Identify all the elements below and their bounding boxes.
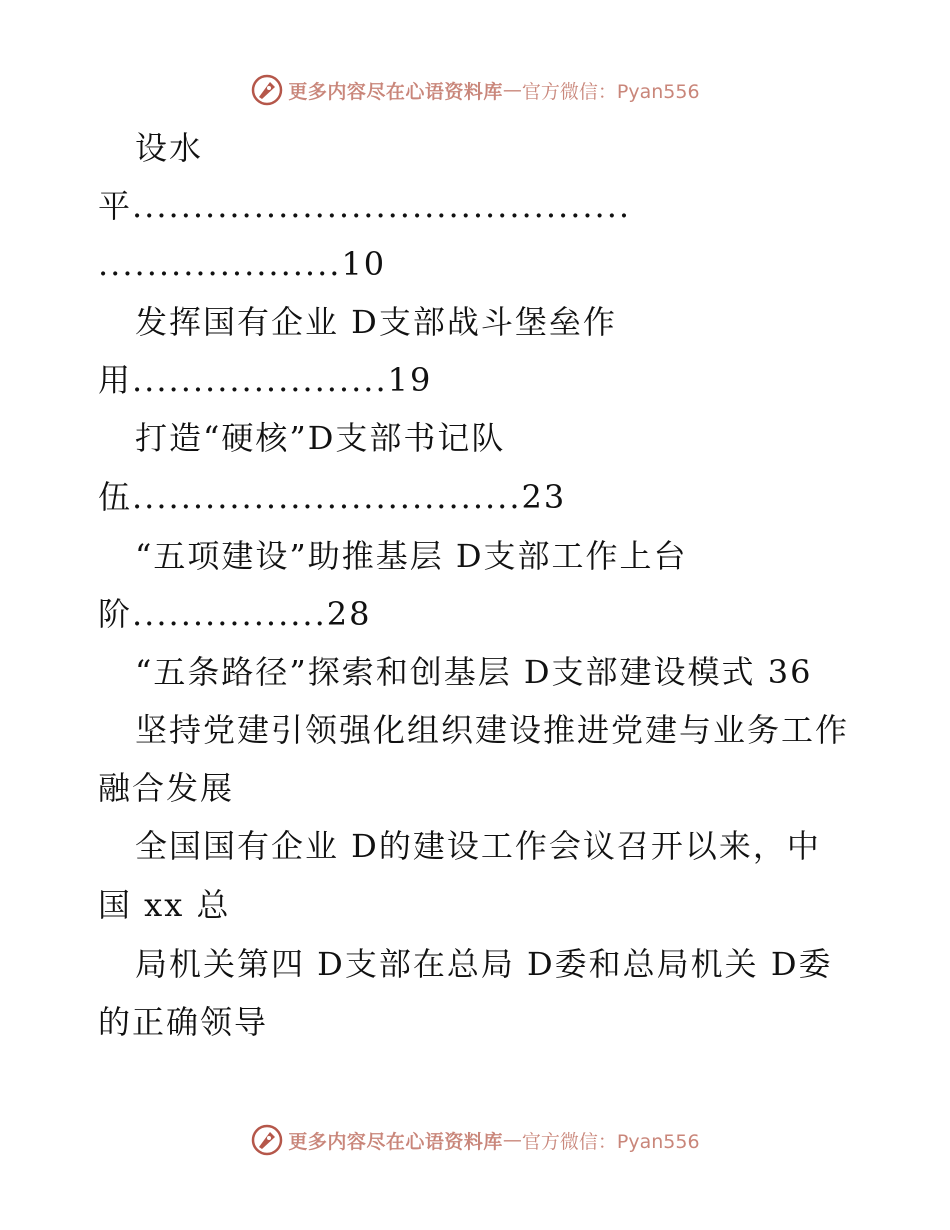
toc-line: 打造“硬核”D支部书记队	[135, 419, 506, 457]
body-line: 全国国有企业 D的建设工作会议召开以来，中	[135, 827, 821, 865]
header-watermark	[0, 70, 950, 110]
toc-line: 平.........................................	[98, 187, 632, 225]
toc-line: 设水	[135, 129, 204, 167]
toc-line: ....................10	[98, 245, 387, 283]
body-line: 的正确领导	[98, 1003, 269, 1041]
toc-line: 发挥国有企业 D支部战斗堡垒作	[135, 303, 617, 341]
toc-line: 伍................................23	[98, 478, 567, 516]
body-line: 坚持党建引领强化组织建设推进党建与业务工作	[135, 711, 850, 749]
pen-nib-seal-icon	[250, 1123, 284, 1157]
pen-nib-seal-icon	[250, 73, 284, 107]
watermark-text: 更多内容尽在心语资料库	[288, 80, 503, 103]
watermark-separator: —	[502, 1129, 522, 1151]
body-line: 国 xx 总	[98, 886, 231, 924]
watermark-separator: —	[502, 79, 522, 101]
watermark-wechat: 官方微信：Pyan556	[521, 80, 700, 103]
toc-line: 阶................28	[98, 595, 372, 633]
watermark-text: 更多内容尽在心语资料库	[288, 1130, 503, 1153]
footer-watermark	[0, 1120, 950, 1160]
toc-line: “五项建设”助推基层 D支部工作上台	[135, 537, 688, 575]
toc-line: 用.....................19	[98, 361, 433, 399]
toc-line: “五条路径”探索和创基层 D支部建设模式 36	[135, 653, 813, 691]
watermark-wechat: 官方微信：Pyan556	[521, 1130, 700, 1153]
body-line: 融合发展	[98, 769, 235, 807]
body-line: 局机关第四 D支部在总局 D委和总局机关 D委	[135, 945, 833, 983]
